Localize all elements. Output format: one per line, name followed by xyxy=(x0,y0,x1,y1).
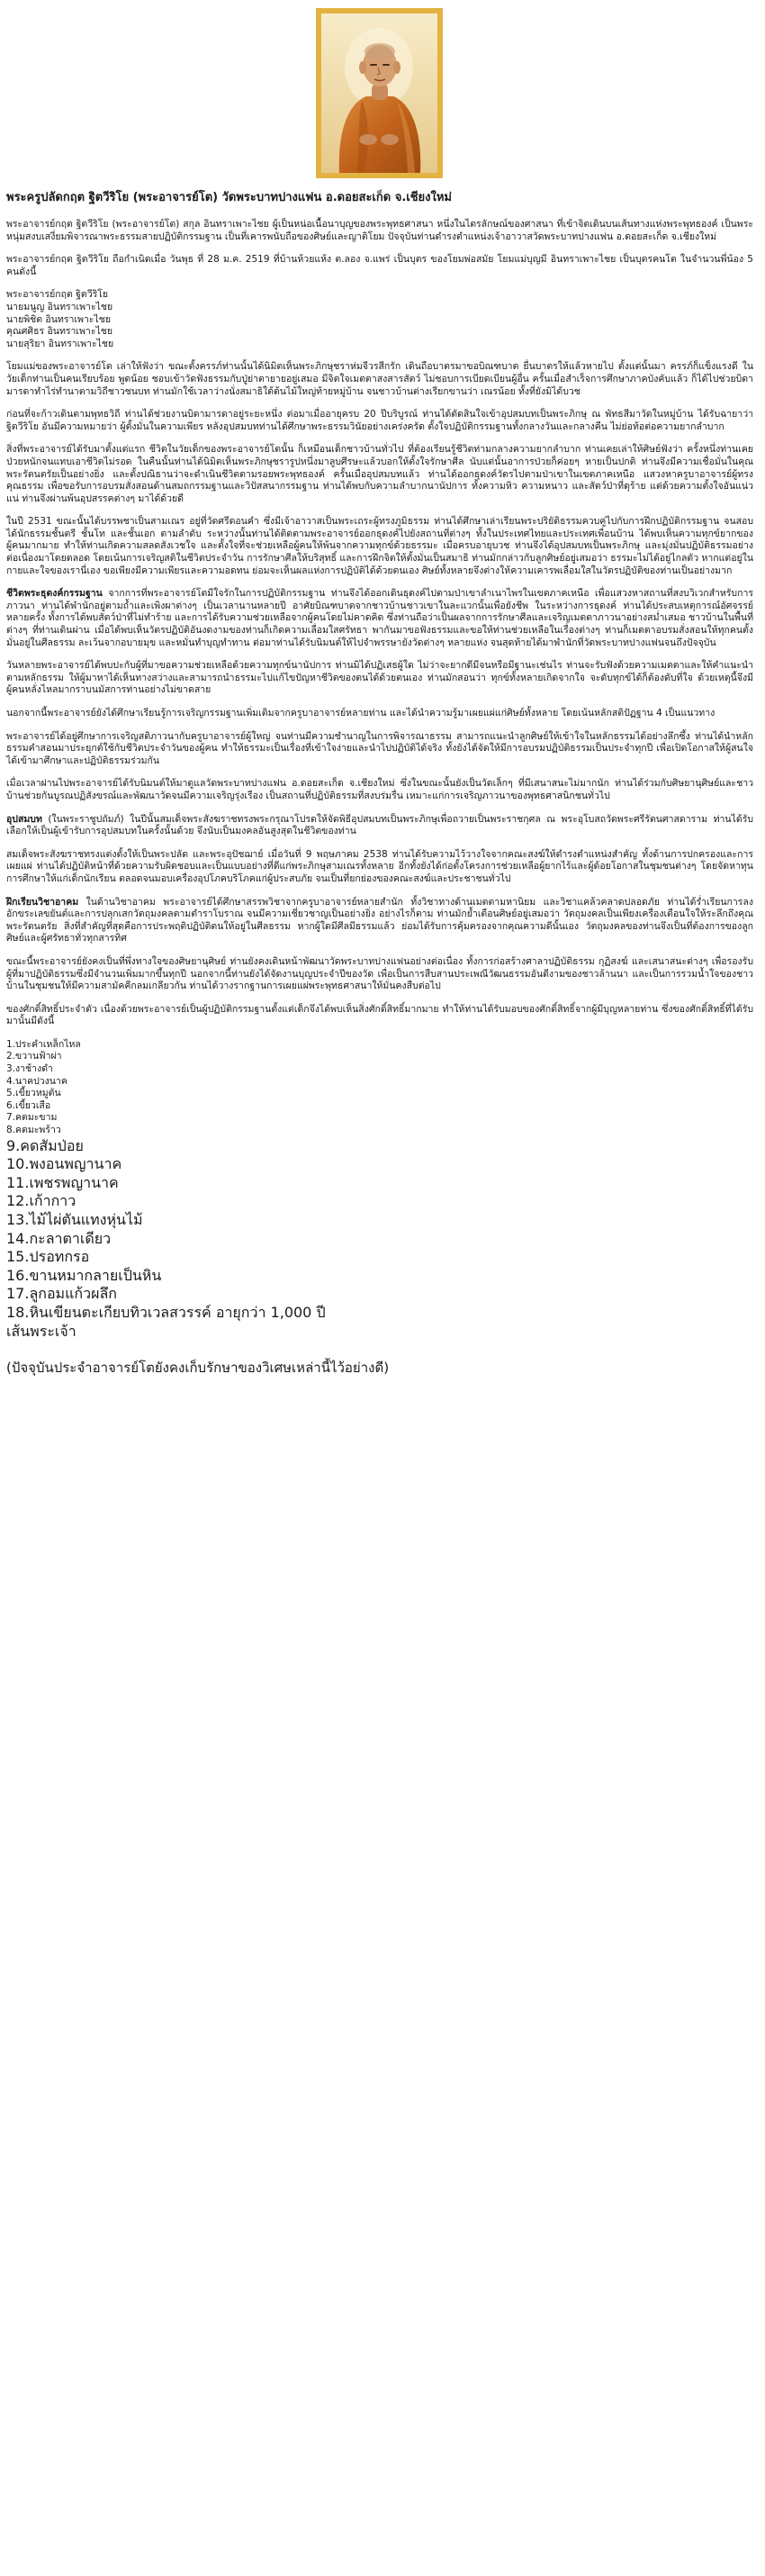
vipassana-heading: ฝึกเรียนวิชาอาคม xyxy=(6,896,79,908)
youth-paragraph: โยมแม่ของพระอาจารย์โต เล่าให้ฟังว่า ขณะตั้งครรภ์ท่านนั้นได้นิมิตเห็นพระภิกษุชราห่มจีวรสีกรัก เดินถือบาตรมาขอบิณฑบาต ยื่นบาตรให้แล้วหายไป ตั้งแต่นั้นมา ครรภ์ก็แข็งแรงดี ในวัยเด็กท่านเป็นคนเรียบร้อย พูดน้อย ชอบเข้าวัดฟังธรรมกับปู่ย่าตายายอยู่เสมอ มีจิตใจเมตตาสงสารสัตว์ ไม่ชอบการเบียดเบียนผู้อื่น ครั้นเมื่อสำเร็จการศึกษาภาคบังคับแล้ว ก็ได้ไปช่วยบิดามารดาทำไร่ทำนาตามวิถีชาวชนบท ท่านมักใช้เวลาว่างนั่งสมาธิใต้ต้นไม้ใหญ่ท้ายหมู่บ้าน จนชาวบ้านต่างเรียกขานว่า เณรน้อย ทั้งที่ยังมิได้บวช xyxy=(6,361,753,397)
forest-heading: ชีวิตพระธุดงค์กรรมฐาน xyxy=(6,588,103,600)
year-2531-paragraph: ในปี 2531 ขณะนั้นได้บรรพชาเป็นสามเณร อยู่ที่วัดศรีดอนคำ ซึ่งมีเจ้าอาวาสเป็นพระเถระผู้ทรงภูมิธรรม ท่านได้ศึกษาเล่าเรียนพระปริยัติธรรมควบคู่ไปกับการฝึกปฏิบัติกรรมฐาน จนสอบได้นักธรรมชั้นตรี ชั้นโท และชั้นเอก ตามลำดับ ระหว่างนั้นท่านได้ติดตามพระอาจารย์ออกธุดงค์ไปยังสถานที่ต่างๆ ทั้งในประเทศไทยและประเทศเพื่อนบ้าน ได้พบเห็นความทุกข์ยากของผู้คนมากมาย ทำให้ท่านเกิดความสลดสังเวชใจ และตั้งใจที่จะช่วยเหลือผู้คนให้พ้นจากความทุกข์ด้วยธรรมะ เมื่อครบอายุบวช ท่านจึงได้อุปสมบทเป็นพระภิกษุ และมุ่งมั่นปฏิบัติธรรมอย่างต่อเนื่องมาโดยตลอด โดยเน้นการเจริญสติในชีวิตประจำวัน การรักษาศีลให้บริสุทธิ์ และการฝึกจิตให้ตั้งมั่นเป็นสมาธิ ท่านมักกล่าวกับลูกศิษย์อยู่เสมอว่า ธรรมะไม่ได้อยู่ไกลตัว หากแต่อยู่ในกายและใจของเรานี่เอง ขอเพียงมีความเพียรและความอดทน ย่อมจะเห็นผลแห่งการปฏิบัติได้ด้วยตนเอง ศิษย์ทั้งหลายจึงต่างให้ความเคารพเลื่อมใสในวัตรปฏิบัติของท่านเป็นอย่างมาก xyxy=(6,516,753,576)
upasombot-text: (ในพระราชูปถัมภ์) ในปีนั้นสมเด็จพระสังฆราชทรงพระกรุณาโปรดให้จัดพิธีอุปสมบทเป็นพระภิกษุเพื่อถวายเป็นพระราชกุศล ณ พระอุโบสถวัดพระศรีรัตนศาสดาราม ท่านได้รับเลือกให้เป็นผู้เข้ารับการอุปสมบทในครั้งนั้นด้วย จึงนับเป็นมงคลอันสูงสุดในชีวิตของท่าน xyxy=(6,813,753,837)
ordination-paragraph: ก่อนที่จะก้าวเดินตามพุทธวิถี ท่านได้ช่วยงานบิดามารดาอยู่ระยะหนึ่ง ต่อมาเมื่ออายุครบ 20 ปีบริบูรณ์ ท่านได้ตัดสินใจเข้าอุปสมบทเป็นพระภิกษุ ณ พัทธสีมาวัดในหมู่บ้าน ได้รับฉายาว่า ฐิตวีริโย อันมีความหมายว่า ผู้ตั้งมั่นในความเพียร หลังอุปสมบทท่านได้ศึกษาพระธรรมวินัยอย่างเคร่งครัด ตั้งใจปฏิบัติกรรมฐานทั้งกลางวันและกลางคืน ไม่ย่อท้อต่อความยากลำบาก xyxy=(6,409,753,432)
list-item: 8.คตมะพร้าว xyxy=(6,1125,61,1136)
list-item: 12.เก้ากาว xyxy=(6,1192,76,1210)
list-item: 9.คดสัมป่อย xyxy=(6,1136,84,1154)
practice-paragraph: นอกจากนี้พระอาจารย์ยังได้ศึกษาเรียนรู้การเจริญกรรมฐานเพิ่มเติมจากครูบาอาจารย์หลายท่าน และได้นำความรู้มาเผยแผ่แก่ศิษย์ทั้งหลาย โดยเน้นหลักสติปัฏฐาน 4 เป็นแนวทาง xyxy=(6,708,716,719)
festival-paragraph: ขณะนี้พระอาจารย์ยังคงเป็นที่พึ่งทางใจของศิษยานุศิษย์ ท่านยังคงเดินหน้าพัฒนาวัดพระบาทปางแฟนอย่างต่อเนื่อง ทั้งการก่อสร้างศาลาปฏิบัติธรรม กุฏิสงฆ์ และเสนาสนะต่างๆ เพื่อรองรับผู้ที่มาปฏิบัติธรรมซึ่งมีจำนวนเพิ่มมากขึ้นทุกปี นอกจากนี้ท่านยังได้จัดงานบุญประจำปีของวัด เพื่อเป็นการสืบสานประเพณีวัฒนธรรมอันดีงามของชาวล้านนา และเป็นการรวมน้ำใจของชาวบ้านในชุมชนให้มีความสามัคคีกลมเกลียวกัน ท่านได้วางรากฐานการเผยแผ่พระพุทธศาสนาให้มั่นคงสืบต่อไป xyxy=(6,955,753,992)
intro-paragraph-1: พระอาจารย์กฤต ฐิตวีริโย (พระอาจารย์โต) สกุล อินทราเพาะไชย ผู้เป็นหน่อเนื้อนาบุญของพระพุทธศาสนา หนึ่งในไตรลักษณ์ของศาสนา ที่เข้าจิตเดินบนเส้นทางแห่งพระพุทธองค์ เป็นพระหนุ่มสงบเสงี่ยมพิจารณาพระธรรมสายปฏิบัติกรรมฐาน เป็นที่เคารพนับถือของศิษย์และญาติโยม ปัจจุบันท่านดำรงตำแหน่งเจ้าอาวาสวัดพระบาทปางแฟน อ.ดอยสะเก็ด จ.เชียงใหม่ xyxy=(6,219,753,242)
list-item: 10.พงอนพญานาค xyxy=(6,1155,122,1173)
list-item: นายมนูญ อินทราเพาะไชย xyxy=(6,301,113,312)
teaching-paragraph: วันหลายพระอาจารย์ได้พบปะกับผู้ที่มาขอความช่วยเหลือด้วยความทุกข์นานัปการ ท่านมิได้ปฏิเสธผู้ใด ไม่ว่าจะยากดีมีจนหรือมีฐานะเช่นไร ท่านจะรับฟังด้วยความเมตตาและให้คำแนะนำตามหลักธรรม ให้ผู้มาหาได้เห็นทางสว่างและสามารถนำธรรมะไปแก้ไขปัญหาชีวิตของตนได้ด้วยตนเอง ท่านมักสอนว่า ทุกข์ทั้งหลายเกิดจากใจ จะดับทุกข์ได้ก็ต้องดับที่ใจ ด้วยเหตุนี้จึงมีผู้คนหลั่งไหลมากราบนมัสการท่านอย่างไม่ขาดสาย xyxy=(6,660,753,696)
list-item: 14.กะลาตาเดียว xyxy=(6,1229,112,1247)
intro-paragraph-2: พระอาจารย์กฤต ฐิตวีริโย ถือกำเนิดเมื่อ วันพุธ ที่ 28 ม.ค. 2519 ที่บ้านห้วยแห้ง ต.ลอง จ.แพร่ เป็นบุตร ของโยมพ่อสมัย โยมแม่บุญมี อินทราเพาะไชย เป็นบุตรคนโต ในจำนวนพี่น้อง 5 คนดังนี้ xyxy=(6,254,753,277)
list-item: 7.คตมะขาม xyxy=(6,1112,58,1124)
list-item: นายพิชิต อินทราเพาะไชย xyxy=(6,313,111,325)
footnote: (ปัจจุบันประจำอาจารย์โตยังคงเก็บรักษาของวิเศษเหล่านี้ไว้อย่างดี) xyxy=(6,1360,390,1377)
list-item: 1.ประคำเหล็กไหล xyxy=(6,1038,81,1050)
forest-text: จากการที่พระอาจารย์โตมีใจรักในการปฏิบัติกรรมฐาน ท่านจึงได้ออกเดินธุดงค์ไปตามป่าเขาลำเนาไพรในเขตภาคเหนือ เพื่อแสวงหาสถานที่สงบวิเวกสำหรับการภาวนา ท่านได้พำนักอยู่ตามถ้ำและเพิงผาต่างๆ เป็นเวลานานหลายปี อาศัยบิณฑบาตจากชาวบ้านชาวเขาในละแวกนั้นเพื่อยังชีพ ในระหว่างการธุดงค์ ท่านได้ประสบเหตุการณ์อัศจรรย์หลายครั้ง ทั้งการได้พบสัตว์ป่าที่ไม่ทำร้าย และการได้รับความช่วยเหลือจากผู้คนโดยไม่คาดคิด ซึ่งท่านถือว่าเป็นผลจากการรักษาศีลและเจริญเมตตาภาวนาอย่างสม่ำเสมอ ชาวบ้านในพื้นที่ต่างๆ ที่ท่านเดินผ่าน เมื่อได้พบเห็นวัตรปฏิบัติอันงดงามของท่านก็เกิดความเลื่อมใสศรัทธา พากันมาขอฟังธรรมและขอให้ท่านช่วยเหลือในเรื่องต่างๆ ท่านก็เมตตาอบรมสั่งสอนให้ทุกคนตั้งมั่นอยู่ในศีลธรรม ละเว้นจากอบายมุข และหมั่นทำบุญทำทาน ต่อมาท่านได้รับนิมนต์ให้ไปจำพรรษายังวัดต่างๆ หลายแห่ง จนสุดท้ายได้มาพำนักที่วัดพระบาทปางแฟนจนถึงปัจจุบัน xyxy=(6,588,753,648)
vipassana-text: ในด้านวิชาอาคม พระอาจารย์ได้ศึกษาสรรพวิชาจากครูบาอาจารย์หลายสำนัก ทั้งวิชาทางด้านเมตตามหานิยม และวิชาแคล้วคลาดปลอดภัย ท่านได้ร่ำเรียนการลงอักขระเลขยันต์และการปลุกเสกวัตถุมงคลตามตำราโบราณ จนมีความเชี่ยวชาญเป็นอย่างยิ่ง อย่างไรก็ตาม ท่านมักย้ำเตือนศิษย์อยู่เสมอว่า วัตถุมงคลเป็นเพียงเครื่องเตือนใจให้ระลึกถึงคุณพระรัตนตรัย สิ่งที่สำคัญที่สุดคือการประพฤติปฏิบัติตนให้อยู่ในศีลธรรม หากผู้ใดมีศีลมีธรรมแล้ว ย่อมได้รับการคุ้มครองจากคุณความดีนั้นเอง วัตถุมงคลของท่านจึงเป็นที่ต้องการของลูกศิษย์และผู้ศรัทธาทั่วทุกสารทิศ xyxy=(6,896,753,945)
list-item: คุณศศิธร อินทราเพาะไชย xyxy=(6,326,113,338)
vipassana-paragraph xyxy=(6,897,753,945)
list-item: พระอาจารย์กฤต ฐิตวีริโย xyxy=(6,289,109,301)
list-item: 4.นาคปวงนาค xyxy=(6,1075,68,1087)
list-item: 15.ปรอทกรอ xyxy=(6,1248,90,1266)
merit-paragraph: สิ่งที่พระอาจารย์ได้รับมาตั้งแต่แรก ชีวิตในวัยเด็กของพระอาจารย์โตนั้น ก็เหมือนเด็กชาวบ้านทั่วไป ที่ต้องเรียนรู้ชีวิตท่ามกลางความยากลำบาก ท่านเคยเล่าให้ศิษย์ฟังว่า ครั้งหนึ่งท่านเคยป่วยหนักจนแทบเอาชีวิตไม่รอด ในคืนนั้นท่านได้นิมิตเห็นพระภิกษุชรารูปหนึ่งมาลูบศีรษะแล้วบอกให้ตั้งใจรักษาศีล นับแต่นั้นอาการป่วยก็ค่อยๆ หายเป็นปกติ ท่านจึงมีความเชื่อมั่นในคุณพระรัตนตรัยเป็นอย่างยิ่ง และตั้งปณิธานว่าจะดำเนินชีวิตตามรอยพระพุทธองค์ ครั้นเมื่ออุปสมบทแล้ว ท่านได้ออกธุดงค์วัตรไปตามป่าเขาในเขตภาคเหนือ แสวงหาครูบาอาจารย์ผู้ทรงคุณธรรม เพื่อขอรับการอบรมสั่งสอนด้านสมถกรรมฐานและวิปัสสนากรรมฐาน ท่านได้พบกับความลำบากนานัปการ ทั้งความหิว ความหนาว และสัตว์ป่าที่ดุร้าย แต่ด้วยความตั้งใจอันแน่วแน่ ท่านจึงผ่านพ้นอุปสรรคต่างๆ มาได้ด้วยดี xyxy=(6,444,753,504)
forest-paragraph xyxy=(6,588,753,649)
sacred-items-list-large xyxy=(6,1137,753,1342)
upasombot-heading: อุปสมบท xyxy=(6,813,42,825)
monk-portrait xyxy=(316,8,443,178)
dhamma-paragraph: สมเด็จพระสังฆราชทรงแต่งตั้งให้เป็นพระปลัด และพระอุปัชฌาย์ เมื่อวันที่ 9 พฤษภาคม 2538 ท่านได้รับความไว้วางใจจากคณะสงฆ์ให้ดำรงตำแหน่งสำคัญ ทั้งด้านการปกครองและการเผยแผ่ ท่านได้ปฏิบัติหน้าที่ด้วยความรับผิดชอบและเป็นแบบอย่างที่ดีแก่พระภิกษุสามเณรทั้งหลาย อีกทั้งยังได้ก่อตั้งโครงการช่วยเหลือผู้ยากไร้และผู้ด้อยโอกาสในชุมชนต่างๆ โดยจัดหาทุนการศึกษาให้แก่เด็กนักเรียน ตลอดจนมอบเครื่องอุปโภคบริโภคแก่ผู้ประสบภัย จนเป็นที่ยกย่องของคณะสงฆ์และประชาชนทั่วไป xyxy=(6,848,753,884)
chiangmai-paragraph: เมื่อเวลาผ่านไปพระอาจารย์ได้รับนิมนต์ให้มาดูแลวัดพระบาทปางแฟน อ.ดอยสะเก็ด จ.เชียงใหม่ ซึ่งในขณะนั้นยังเป็นวัดเล็กๆ ที่มีเสนาสนะไม่มากนัก ท่านได้ร่วมกับศิษยานุศิษย์และชาวบ้านช่วยกันบูรณปฏิสังขรณ์และพัฒนาวัดจนมีความเจริญรุ่งเรือง เป็นสถานที่ปฏิบัติธรรมที่สงบร่มรื่น เหมาะแก่การเจริญภาวนาของพุทธศาสนิกชนทั่วไป xyxy=(6,778,753,801)
list-item: 3.งาช้างดำ xyxy=(6,1063,53,1075)
list-item: 11.เพชรพญานาค xyxy=(6,1173,119,1191)
article xyxy=(6,190,753,1390)
list-item: 17.ลูกอมแก้วผลึก xyxy=(6,1285,117,1303)
upasombot-paragraph xyxy=(6,814,753,838)
portrait-frame xyxy=(316,8,443,178)
list-item: 13.ไม้ไผ่ตันแทงหุ่นไม้ xyxy=(6,1211,143,1228)
list-item: 6.เขี้ยวเสือ xyxy=(6,1099,51,1111)
study-paragraph: พระอาจารย์ได้อยู่ศึกษาการเจริญสติภาวนากับครูบาอาจารย์ผู้ใหญ่ จนท่านมีความชำนาญในการพิจารณาธรรม สามารถแนะนำลูกศิษย์ให้เข้าใจในหลักธรรมได้อย่างลึกซึ้ง ท่านได้นำหลักธรรมคำสอนมาประยุกต์ใช้กับชีวิตประจำวันของผู้คน ทำให้ธรรมะเป็นเรื่องที่เข้าใจง่ายและนำไปปฏิบัติได้จริง ทั้งยังได้จัดให้มีการอบรมปฏิบัติธรรมเป็นประจำทุกปี เพื่อเปิดโอกาสให้ผู้สนใจได้เข้ามาศึกษาและปฏิบัติธรรมร่วมกัน xyxy=(6,730,753,766)
monk-portrait-icon xyxy=(321,14,437,173)
list-item: 18.หินเขียนตะเกียบทิวเวลสวรรค์ อายุกว่า 1,000 ปี xyxy=(6,1303,326,1321)
article-title: พระครูปลัดกฤต ฐิตวีริโย (พระอาจารย์โต) วัดพระบาทปางแฟน อ.ดอยสะเก็ด จ.เชียงใหม่ xyxy=(6,191,452,204)
list-item: 2.ขวานฟ้าผ่า xyxy=(6,1051,62,1062)
list-item: 16.ขานหมากลายเป็นหิน xyxy=(6,1266,162,1284)
list-item: นายสุริยา อินทราเพาะไชย xyxy=(6,338,114,349)
siblings-list xyxy=(6,289,753,350)
sacred-items-list-small xyxy=(6,1039,753,1137)
list-item: 5.เขี้ยวหมูตัน xyxy=(6,1088,61,1099)
amulets-paragraph: ของศักดิ์สิทธิ์ประจำตัว เนื่องด้วยพระอาจารย์เป็นผู้ปฏิบัติกรรมฐานตั้งแต่เด็กจึงได้พบเห็นสิ่งศักดิ์สิทธิ์มากมาย ทำให้ท่านได้รับมอบของศักดิ์สิทธิ์จากผู้มีบุญหลายท่าน ซึ่งของศักดิ์สิทธิ์ที่ได้รับมานั้นมีดังนี้ xyxy=(6,1003,753,1027)
list-item: เส้นพระเจ้า xyxy=(6,1322,76,1340)
